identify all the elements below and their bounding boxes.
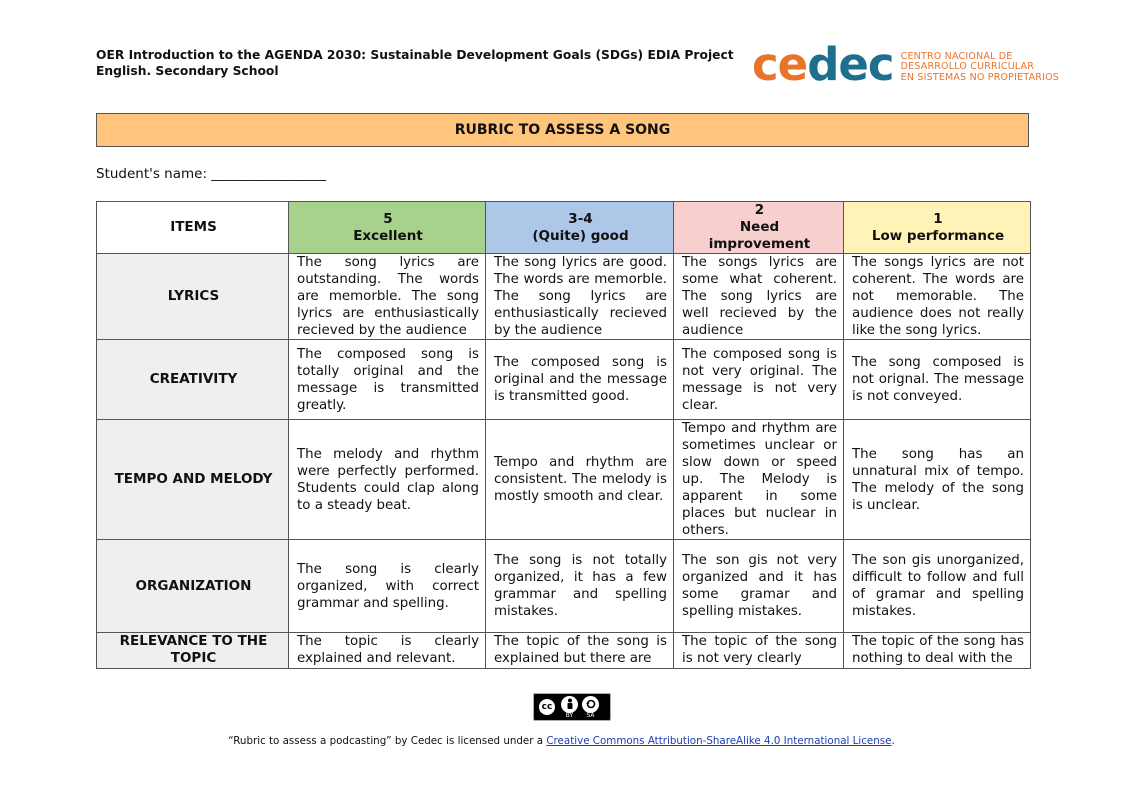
- cell-excellent: The composed song is totally original and the message is transmitted greatly.: [289, 340, 486, 420]
- cell-excellent: The topic is clearly explained and relevant.: [289, 633, 486, 669]
- row-item-relevance-line2: TOPIC: [170, 650, 217, 666]
- logo-word-part2: dec: [807, 38, 894, 91]
- rubric-table: [96, 201, 1031, 669]
- by-label: BY: [565, 711, 574, 719]
- table-row: [97, 420, 1031, 540]
- cell-low-performance: The songs lyrics are not coherent. The words are not memorable. The audience does not really like the song lyrics.: [844, 254, 1031, 340]
- header-low-performance-score: 1: [933, 210, 943, 227]
- share-alike-icon: [582, 696, 599, 713]
- cc-attribution-group: [561, 696, 578, 719]
- header-quite-good: [486, 202, 674, 254]
- header-need-improvement-label-b: improvement: [708, 236, 811, 252]
- logo-wordmark: [752, 38, 894, 91]
- sa-label: SA: [586, 711, 595, 719]
- logo-subtitle-line1: CENTRO NACIONAL DE: [900, 50, 1013, 62]
- header-excellent: [289, 202, 486, 254]
- header-subject-line: English. Secondary School: [96, 64, 279, 78]
- cell-need-improvement: The topic of the song is not very clearly: [674, 633, 844, 669]
- cell-low-performance: The song composed is not orignal. The message is not conveyed.: [844, 340, 1031, 420]
- cc-icon: cc: [537, 697, 557, 717]
- cedec-logo: [752, 38, 1059, 91]
- cell-quite-good: The song is not totally organized, it has a few grammar and spelling mistakes.: [486, 540, 674, 633]
- header-quite-good-label: (Quite) good: [532, 227, 629, 244]
- logo-word-part1: ce: [752, 38, 808, 91]
- cell-need-improvement: The composed song is not very original. The message is not very clear.: [674, 340, 844, 420]
- rubric-title: RUBRIC TO ASSESS A SONG: [454, 122, 671, 138]
- cc-license-badge[interactable]: [533, 693, 611, 721]
- table-row: [97, 633, 1031, 669]
- license-text: [0, 735, 1123, 747]
- header-low-performance: [844, 202, 1031, 254]
- cc-sharealike-group: [582, 696, 599, 719]
- document-header: [96, 47, 734, 79]
- row-item-tempo-melody: TEMPO AND MELODY: [97, 420, 289, 540]
- cell-low-performance: The topic of the song has nothing to deal with the: [844, 633, 1031, 669]
- cell-quite-good: The composed song is original and the message is transmitted good.: [486, 340, 674, 420]
- cell-low-performance: The song has an unnatural mix of tempo. The melody of the song is unclear.: [844, 420, 1031, 540]
- logo-subtitle-line3: EN SISTEMAS NO PROPIETARIOS: [900, 71, 1059, 83]
- by-person-icon: [561, 696, 578, 713]
- header-excellent-score: 5: [383, 210, 393, 227]
- cell-quite-good: Tempo and rhythm are consistent. The melody is mostly smooth and clear.: [486, 420, 674, 540]
- cell-excellent: The song lyrics are outstanding. The words are memorble. The song lyrics are enthusiastically recieved by the audience: [289, 254, 486, 340]
- header-low-performance-label: Low performance: [871, 227, 1005, 244]
- row-item-relevance: [97, 633, 289, 669]
- license-prefix: “Rubric to assess a podcasting” by Cedec is licensed under a: [228, 735, 547, 747]
- cell-need-improvement: The songs lyrics are some what coherent. The song lyrics are well recieved by the audience: [674, 254, 844, 340]
- cell-excellent: The melody and rhythm were perfectly performed. Students could clap along to a steady beat.: [289, 420, 486, 540]
- row-item-lyrics: LYRICS: [97, 254, 289, 340]
- student-name-field: Student's name: _________________: [96, 166, 327, 182]
- license-link[interactable]: Creative Commons Attribution-ShareAlike 4.0 International License: [546, 735, 892, 747]
- header-project-line: OER Introduction to the AGENDA 2030: Sustainable Development Goals (SDGs) EDIA Project: [96, 48, 734, 62]
- table-row: [97, 540, 1031, 633]
- logo-subtitle: [901, 52, 1059, 84]
- header-need-improvement-score: 2: [754, 202, 765, 218]
- cell-quite-good: The topic of the song is explained but there are: [486, 633, 674, 669]
- header-need-improvement: [674, 202, 844, 254]
- row-item-relevance-line1: RELEVANCE TO THE: [119, 633, 268, 649]
- table-row: [97, 340, 1031, 420]
- table-row: [97, 254, 1031, 340]
- cell-excellent: The song is clearly organized, with correct grammar and spelling.: [289, 540, 486, 633]
- header-quite-good-score: 3-4: [568, 210, 593, 227]
- header-items: ITEMS: [97, 202, 289, 254]
- header-row: [97, 202, 1031, 254]
- cell-low-performance: The son gis unorganized, difficult to follow and full of gramar and spelling mistakes.: [844, 540, 1031, 633]
- cell-need-improvement: The son gis not very organized and it has some gramar and spelling mistakes.: [674, 540, 844, 633]
- header-need-improvement-label-a: Need: [739, 219, 780, 235]
- cell-quite-good: The song lyrics are good. The words are memorble. The song lyrics are enthusiastically recieved by the audience: [486, 254, 674, 340]
- row-item-creativity: CREATIVITY: [97, 340, 289, 420]
- license-suffix: .: [891, 735, 895, 747]
- row-item-organization: ORGANIZATION: [97, 540, 289, 633]
- header-excellent-label: Excellent: [353, 227, 423, 244]
- cell-need-improvement: Tempo and rhythm are sometimes unclear or slow down or speed up. The Melody is apparent in some places but nuclear in others.: [674, 420, 844, 540]
- rubric-title-banner: [96, 113, 1029, 147]
- logo-subtitle-line2: DESARROLLO CURRICULAR: [900, 61, 1035, 73]
